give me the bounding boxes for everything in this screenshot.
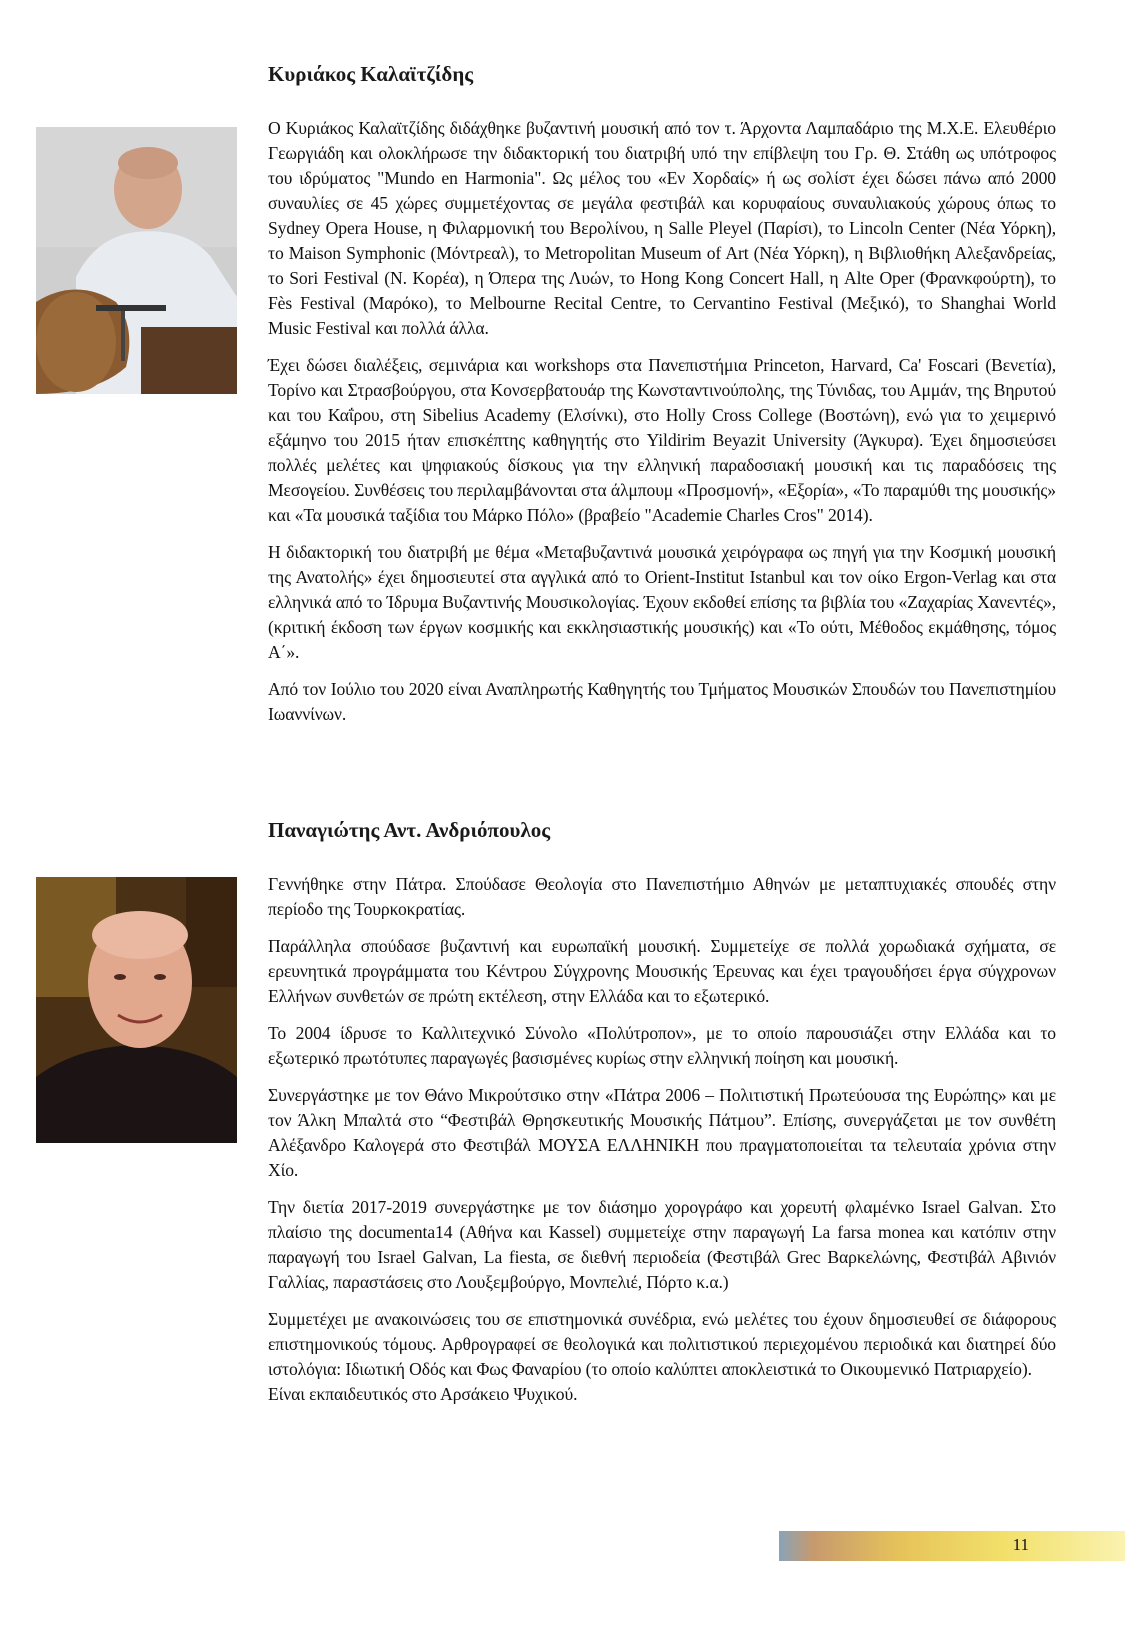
bio-paragraph: Ο Κυριάκος Καλαϊτζίδης διδάχθηκε βυζαντινή μουσική από τον τ. Άρχοντα Λαμπαδάριο της Μ.Χ.Ε. Ελευθέριο Γεωργιάδη και ολοκλήρωσε την διδακτορική του διατριβή υπό την επίβλεψη του Γρ. Θ. Στάθη ως υπότροφος του ιδρύματος "Mundo en Harmonia". Ως μέλος του «Εν Χορδαίς» ή ως σολίστ έχει δώσει πάνω από 2000 συναυλίες σε 45 χώρες συμμετέχοντας σε μεγάλα φεστιβάλ και κορυφαίους συναυλιακούς χώρους όπως το Sydney Opera House, η Φιλαρμονική του Βερολίνου, η Salle Pleyel (Παρίσι), το Lincoln Center (Νέα Υόρκη), το Maison Symphonic (Μόντρεαλ), το Metropolitan Museum of Art (Νέα Υόρκη), η Βιβλιοθήκη Αλεξανδρείας, το Sori Festival (Ν. Κορέα), η Όπερα της Λυών, το Hong Kong Concert Hall, η Alte Oper (Φρανκφούρτη), το Fès Festival (Μαρόκο), το Melbourne Recital Centre, το Cervantino Festival (Μεξικό), το Shanghai World Music Festival και πολλά άλλα.	[268, 118, 1056, 338]
bio-paragraph: Την διετία 2017-2019 συνεργάστηκε με τον διάσημο χορογράφο και χορευτή φλαμένκο Israel Galvan. Στο πλαίσιο της documenta14 (Αθήνα και Kassel) συμμετείχε στην παραγωγή La farsa monea και κατόπιν στην παραγωγή του Israel Galvan, La fiesta, σε διεθνή περιοδεία (Φεστιβάλ Grec Βαρκελώνης, Φεστιβάλ Αβινιόν Γαλλίας, παραστάσεις στο Λουξεμβούργο, Μονπελιέ, Πόρτο κ.α.)	[268, 1197, 1056, 1292]
portrait-photo-kalaitzidis	[36, 127, 237, 394]
footer-gradient-bar	[779, 1531, 1125, 1561]
bio-paragraph: Το 2004 ίδρυσε το Καλλιτεχνικό Σύνολο «Πολύτροπον», με το οποίο παρουσιάζει στην Ελλάδα και το εξωτερικό πρωτότυπες παραγωγές βασισμένες κυρίως στην ελληνική ποίηση και μουσική.	[268, 1023, 1056, 1068]
bio-paragraph: Παράλληλα σπούδασε βυζαντινή και ευρωπαϊκή μουσική. Συμμετείχε σε πολλά χορωδιακά σχήματα, σε ερευνητικά προγράμματα του Κέντρου Σύγχρονης Μουσικής Έρευνας και έχει τραγουδήσει έργα σύγχρονων Ελλήνων συνθετών σε πρώτη εκτέλεση, στην Ελλάδα και το εξωτερικό.	[268, 936, 1056, 1006]
bio-paragraph: Συνεργάστηκε με τον Θάνο Μικρούτσικο στην «Πάτρα 2006 – Πολιτιστική Πρωτεύουσα της Ευρώπης» και με τον Άλκη Μπαλτά στο “Φεστιβάλ Θρησκευτικής Μουσικής Πάτμου”. Επίσης, συνεργάζεται με τον συνθέτη Αλέξανδρο Καλογερά στο Φεστιβάλ ΜΟΥΣΑ ΕΛΛΗΝΙΚΗ που πραγματοποιείται τα τελευταία χρόνια στην Χίο.	[268, 1085, 1056, 1180]
bio-paragraph: Είναι εκπαιδευτικός στο Αρσάκειο Ψυχικού.	[268, 1384, 578, 1404]
portrait-image	[36, 127, 237, 394]
bio-paragraph: Έχει δώσει διαλέξεις, σεμινάρια και workshops στα Πανεπιστήμια Princeton, Harvard, Ca' Foscari (Βενετία), Τορίνο και Στρασβούργου, στα Κονσερβατουάρ της Κωνσταντινούπολης, της Τύνιδας, του Αμμάν, της Βηρυτού και του Καΐρου, στη Sibelius Academy (Ελσίνκι), στο Holly Cross College (Βοστώνη), ενώ για το χειμερινό εξάμηνο του 2015 ήταν επισκέπτης καθηγητής στο Yildirim Beyazit University (Άγκυρα). Έχει δημοσιεύσει πολλές μελέτες και ψηφιακούς δίσκους για την ελληνική παραδοσιακή μουσική και τις παραδόσεις της Μεσογείου. Συνθέσεις του περιλαμβάνονται στα άλμπουμ «Προσμονή», «Εξορία», «Το παραμύθι της μουσικής» και «Τα μουσικά ταξίδια του Μάρκο Πόλο» (βραβείο "Academie Charles Cros" 2014).	[268, 355, 1056, 525]
bio-text	[268, 872, 1056, 1419]
portrait-photo-andriopoulos	[36, 877, 237, 1143]
bio-paragraph: Από τον Ιούλιο του 2020 είναι Αναπληρωτής Καθηγητής του Τμήματος Μουσικών Σπουδών του Πανεπιστημίου Ιωαννίνων.	[268, 679, 1056, 724]
bio-paragraph: Γεννήθηκε στην Πάτρα. Σπούδασε Θεολογία στο Πανεπιστήμιο Αθηνών με μεταπτυχιακές σπουδές στην περίοδο της Τουρκοκρατίας.	[268, 874, 1056, 919]
page-number: 11	[1012, 1535, 1029, 1554]
bio-paragraph: Η διδακτορική του διατριβή με θέμα «Μεταβυζαντινά μουσικά χειρόγραφα ως πηγή για την Κοσμική μουσική της Ανατολής» έχει δημοσιευτεί στα αγγλικά από το Orient-Institut Istanbul και τον οίκο Ergon-Verlag και στα ελληνικά από το Ίδρυμα Βυζαντινής Μουσικολογίας. Έχουν εκδοθεί επίσης τα βιβλία του «Ζαχαρίας Χανεντές», (κριτική έκδοση των έργων κοσμικής και εκκλησιαστικής μουσικής) και «Το ούτι, Μέθοδος εκμάθησης, τόμος Α΄».	[268, 542, 1056, 662]
bio-text	[268, 116, 1056, 739]
bio-name-heading: Παναγιώτης Αντ. Ανδριόπουλος	[268, 818, 551, 842]
bio-paragraph: Συμμετέχει με ανακοινώσεις του σε επιστημονικά συνέδρια, ενώ μελέτες του έχουν δημοσιευθεί σε διάφορους επιστημονικούς τόμους. Αρθρογραφεί σε θεολογικά και πολιτιστικού περιεχομένου περιοδικά και διατηρεί δύο ιστολόγια: Ιδιωτική Οδός και Φως Φαναρίου (το οποίο καλύπτει αποκλειστικά το Οικουμενικό Πατριαρχείο).	[268, 1309, 1056, 1379]
bio-name-heading: Κυριάκος Καλαϊτζίδης	[268, 62, 474, 86]
portrait-image	[36, 877, 237, 1143]
